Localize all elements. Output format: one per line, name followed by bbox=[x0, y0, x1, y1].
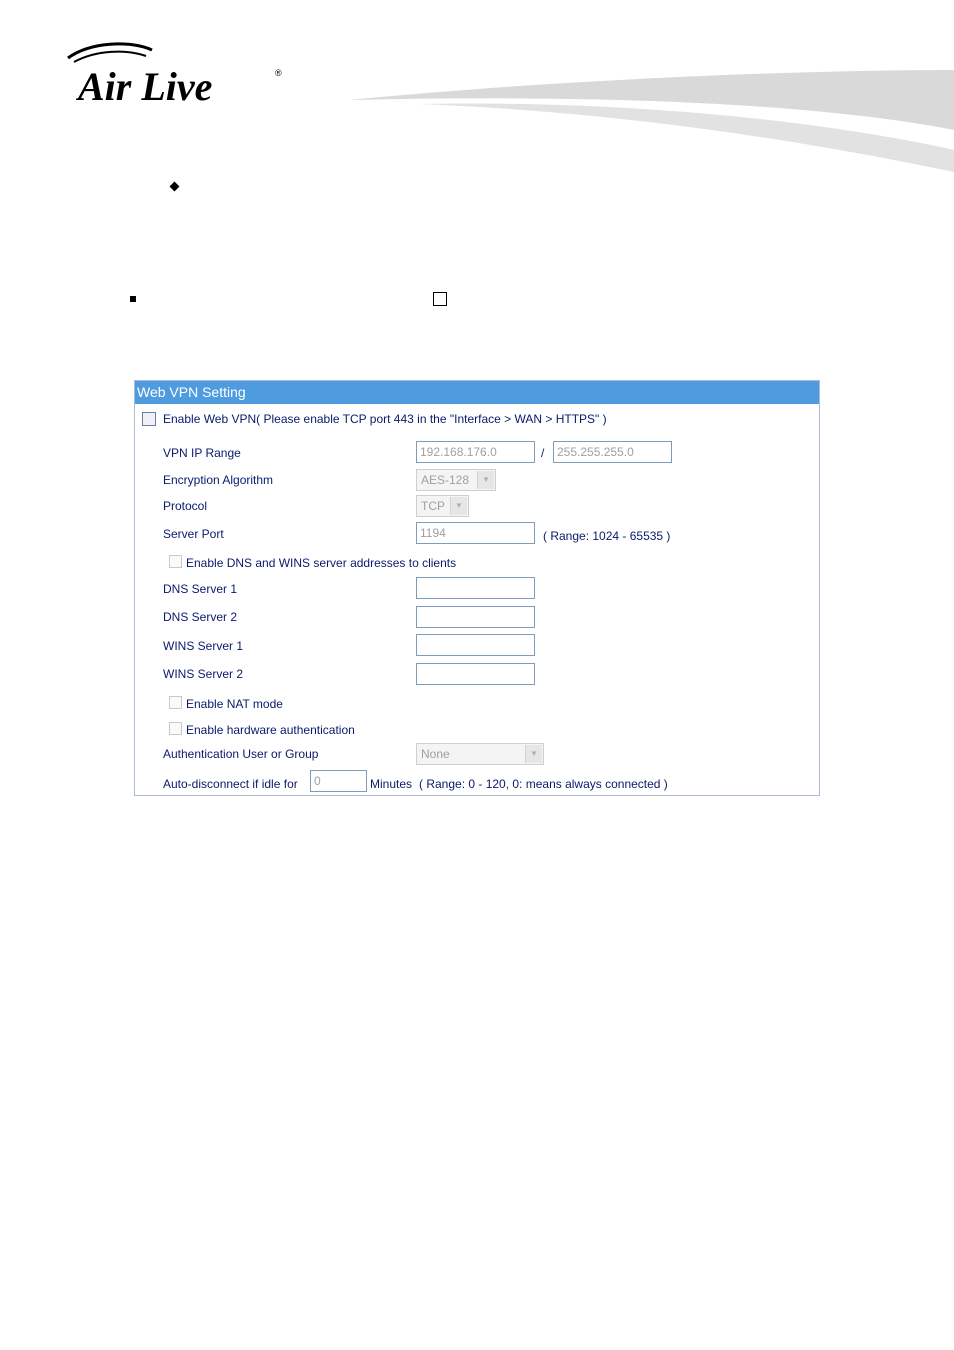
enable-nat-checkbox[interactable] bbox=[169, 696, 182, 709]
server-port-input[interactable]: 1194 bbox=[416, 522, 535, 544]
protocol-select-value: TCP bbox=[421, 499, 445, 513]
ip-separator: / bbox=[541, 446, 545, 460]
idle-range: ( Range: 0 - 120, 0: means always connected ) bbox=[419, 777, 668, 791]
idle-label: Auto-disconnect if idle for bbox=[163, 777, 298, 791]
panel-title: Web VPN Setting bbox=[135, 381, 819, 404]
enable-web-vpn-label: Enable Web VPN( Please enable TCP port 443 in the "Interface > WAN > HTTPS" ) bbox=[163, 412, 607, 426]
enable-dns-wins-label: Enable DNS and WINS server addresses to clients bbox=[186, 556, 457, 570]
chevron-down-icon: ▼ bbox=[477, 471, 494, 489]
enable-hw-auth-label: Enable hardware authentication bbox=[186, 723, 355, 737]
dns-server-2-input[interactable] bbox=[416, 606, 535, 628]
svg-text:Air Live: Air Live bbox=[78, 64, 213, 109]
protocol-select[interactable] bbox=[416, 495, 469, 517]
vpn-mask-input[interactable]: 255.255.255.0 bbox=[553, 441, 672, 463]
idle-minutes-input[interactable]: 0 bbox=[310, 770, 367, 792]
enable-hw-auth-checkbox[interactable] bbox=[169, 722, 182, 735]
encryption-select-value: AES-128 bbox=[421, 473, 470, 487]
enable-nat-label: Enable NAT mode bbox=[186, 697, 283, 711]
server-port-label: Server Port bbox=[163, 527, 224, 541]
empty-checkbox-icon bbox=[433, 292, 447, 306]
dns-server-1-label: DNS Server 1 bbox=[163, 582, 238, 596]
svg-text:®: ® bbox=[275, 68, 282, 78]
wins-server-1-label: WINS Server 1 bbox=[163, 639, 244, 653]
wins-server-1-input[interactable] bbox=[416, 634, 535, 656]
idle-unit: Minutes bbox=[370, 777, 413, 791]
auth-user-group-value: None bbox=[421, 747, 450, 761]
square-bullet-icon bbox=[130, 296, 136, 302]
wins-server-2-label: WINS Server 2 bbox=[163, 667, 244, 681]
vpn-ip-input[interactable]: 192.168.176.0 bbox=[416, 441, 535, 463]
encryption-label: Encryption Algorithm bbox=[163, 473, 274, 487]
dns-server-2-label: DNS Server 2 bbox=[163, 610, 238, 624]
dns-server-1-input[interactable] bbox=[416, 577, 535, 599]
chevron-down-icon: ▼ bbox=[525, 745, 542, 763]
vpn-ip-range-label: VPN IP Range bbox=[163, 446, 241, 460]
auth-user-group-select[interactable] bbox=[416, 743, 544, 765]
protocol-label: Protocol bbox=[163, 499, 208, 513]
enable-dns-wins-checkbox[interactable] bbox=[169, 555, 182, 568]
airlive-logo bbox=[60, 40, 300, 110]
auth-user-group-label: Authentication User or Group bbox=[163, 747, 319, 761]
encryption-select[interactable] bbox=[416, 469, 496, 491]
enable-web-vpn-checkbox[interactable] bbox=[142, 412, 156, 426]
server-port-range: ( Range: 1024 - 65535 ) bbox=[543, 529, 671, 543]
chevron-down-icon: ▼ bbox=[450, 497, 467, 515]
wins-server-2-input[interactable] bbox=[416, 663, 535, 685]
web-vpn-setting-panel bbox=[134, 380, 820, 796]
